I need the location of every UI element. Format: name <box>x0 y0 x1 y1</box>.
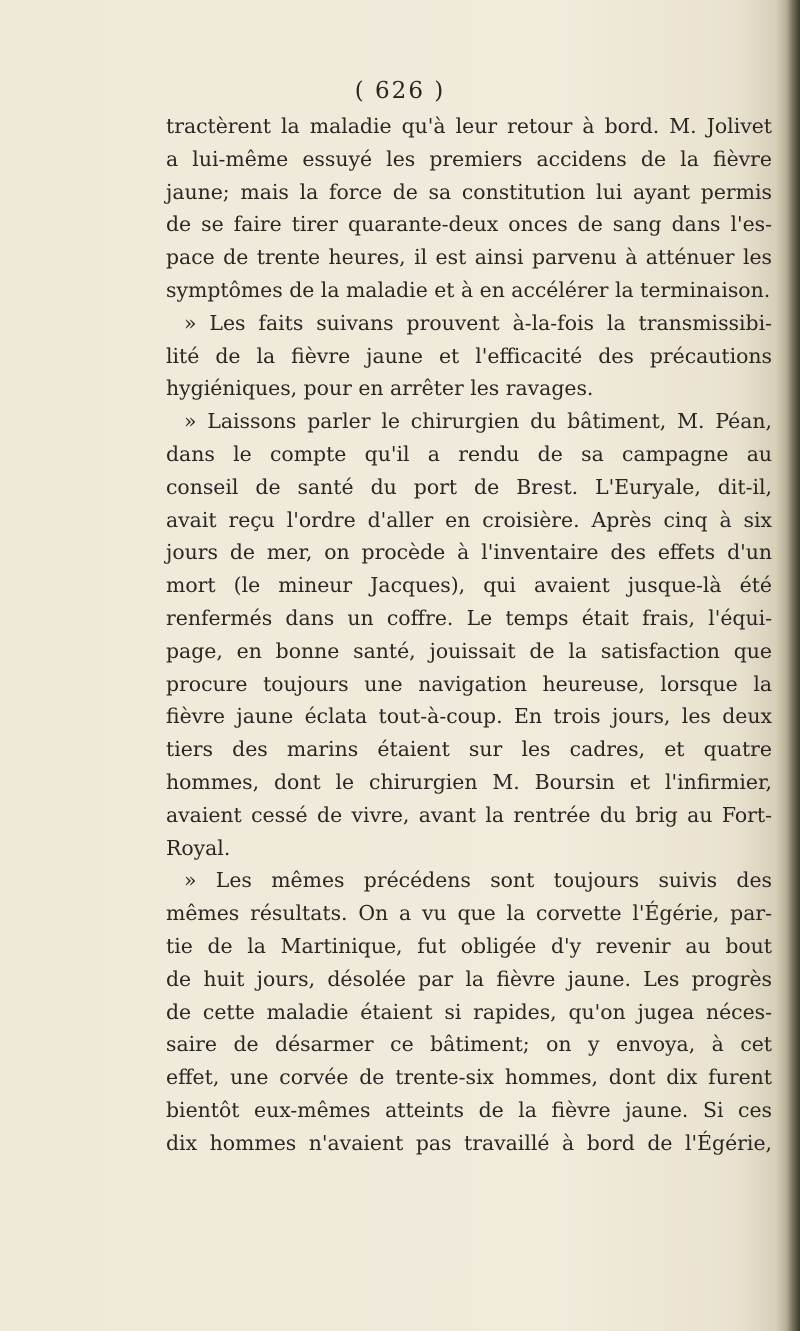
text-line: Royal. <box>166 835 231 860</box>
text-line: bientôt eux-mêmes atteints de la fièvre jaune. Si ces <box>166 1097 772 1122</box>
text-line: jours de mer, on procède à l'inventaire des effets d'un <box>166 540 772 565</box>
text-line: dans le compte qu'il a rendu de sa campagne au <box>166 441 772 466</box>
page-number: ( 626 ) <box>354 78 446 104</box>
body-text <box>166 110 772 1160</box>
text-line: renfermés dans un coffre. Le temps était frais, l'équi- <box>166 605 772 630</box>
text-line: hygiéniques, pour en arrêter les ravages. <box>166 376 594 401</box>
paragraph-start-line: » Les faits suivans prouvent à-la-fois la transmissibi- <box>184 310 772 335</box>
text-line: tie de la Martinique, fut obligée d'y revenir au bout <box>166 933 772 958</box>
text-line: page, en bonne santé, jouissait de la satisfaction que <box>166 638 772 663</box>
text-line: de se faire tirer quarante-deux onces de sang dans l'es- <box>166 212 772 237</box>
text-line: saire de désarmer ce bâtiment; on y envoya, à cet <box>166 1032 772 1057</box>
text-line: mort (le mineur Jacques), qui avaient jusque-là été <box>166 573 772 598</box>
text-line: conseil de santé du port de Brest. L'Euryale, dit-il, <box>166 474 772 499</box>
text-line: avaient cessé de vivre, avant la rentrée du brig au Fort- <box>166 802 772 827</box>
text-line: pace de trente heures, il est ainsi parvenu à atténuer les <box>166 245 772 270</box>
text-line: jaune; mais la force de sa constitution lui ayant permis <box>166 179 772 204</box>
text-line: dix hommes n'avaient pas travaillé à bord de l'Égérie, <box>166 1130 772 1155</box>
text-line: procure toujours une navigation heureuse, lorsque la <box>166 671 772 696</box>
paragraph-start-line: » Les mêmes précédens sont toujours suivis des <box>184 868 772 893</box>
text-line: fièvre jaune éclata tout-à-coup. En trois jours, les deux <box>166 704 772 729</box>
page-edge-shadow <box>786 0 800 1331</box>
text-line: a lui-même essuyé les premiers accidens de la fièvre <box>166 146 772 171</box>
text-line: effet, une corvée de trente-six hommes, dont dix furent <box>166 1065 772 1090</box>
text-line: de huit jours, désolée par la fièvre jaune. Les progrès <box>166 966 772 991</box>
text-line: mêmes résultats. On a vu que la corvette l'Égérie, par- <box>166 901 772 926</box>
text-line: hommes, dont le chirurgien M. Boursin et l'infirmier, <box>166 769 772 794</box>
text-line: symptômes de la maladie et à en accélérer la terminaison. <box>166 277 771 302</box>
text-line: de cette maladie étaient si rapides, qu'on jugea néces- <box>166 999 772 1024</box>
text-line: lité de la fièvre jaune et l'efficacité des précautions <box>166 343 772 368</box>
text-line: tiers des marins étaient sur les cadres, et quatre <box>166 737 772 762</box>
paragraph-start-line: » Laissons parler le chirurgien du bâtiment, M. Péan, <box>184 409 772 434</box>
text-line: avait reçu l'ordre d'aller en croisière. Après cinq à six <box>166 507 772 532</box>
text-line: tractèrent la maladie qu'à leur retour à bord. M. Jolivet <box>166 114 772 138</box>
